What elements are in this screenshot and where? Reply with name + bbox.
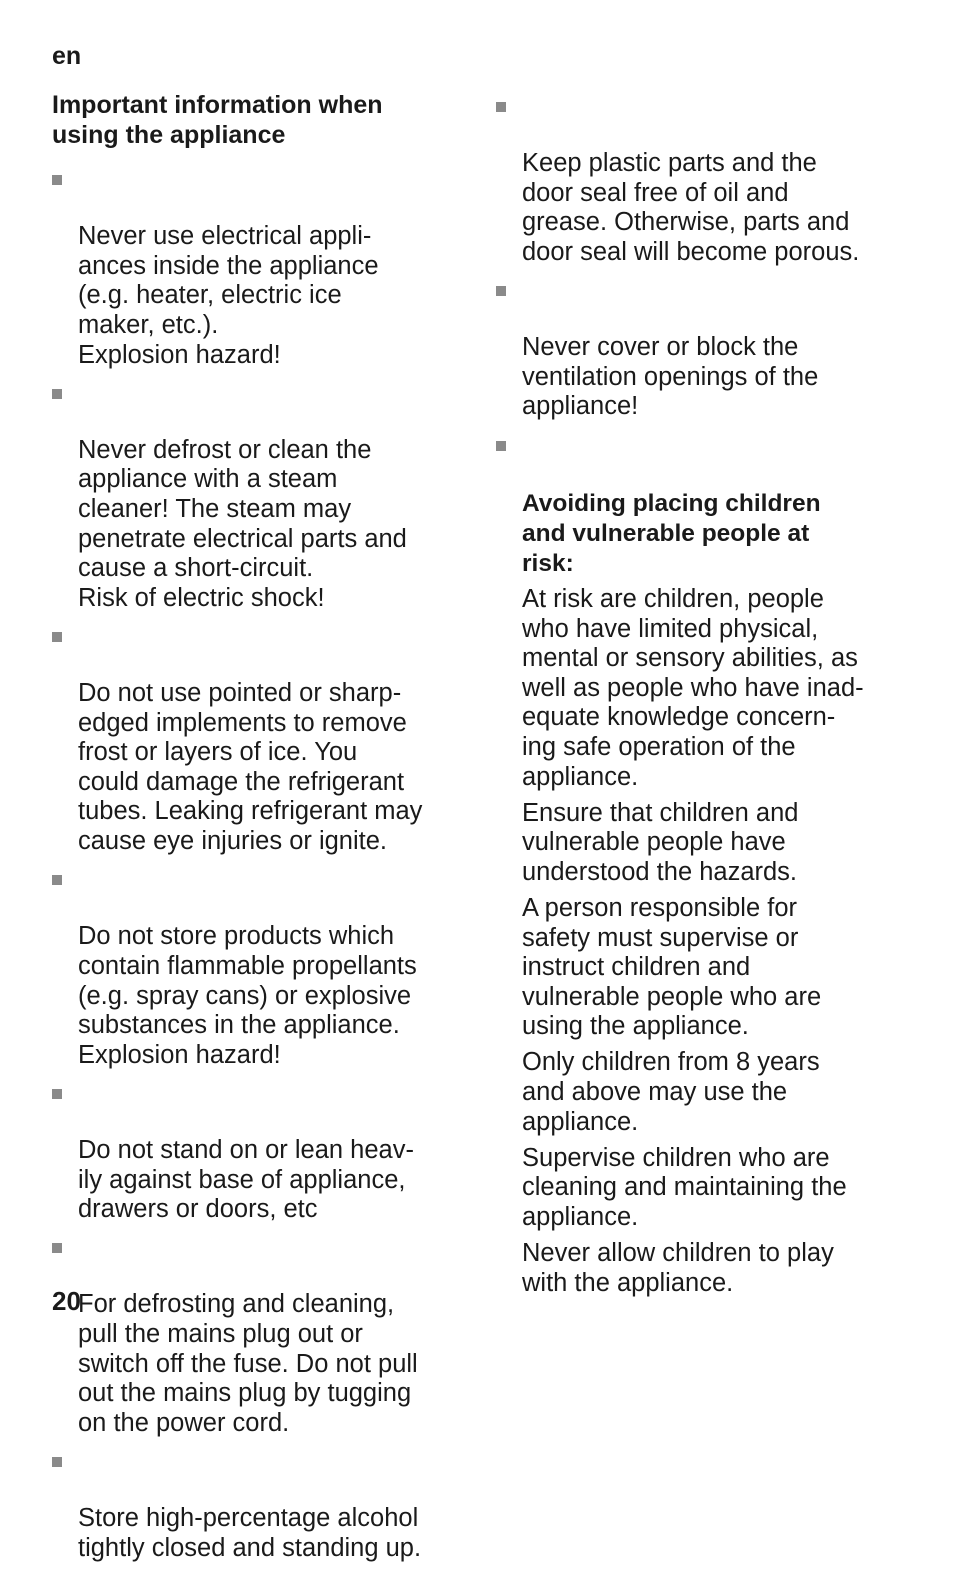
paragraph: At risk are children, people who have limited physical, mental or sensory abilities, as well as people who have inad- equate knowledge concern- ing safe operation of the appliance. bbox=[522, 585, 864, 791]
paragraph: Only children from 8 years and above may use the appliance. bbox=[522, 1048, 820, 1136]
bullet-square-icon bbox=[52, 875, 62, 885]
list-item bbox=[52, 1231, 462, 1438]
paragraph: A person responsible for safety must supervise or instruct children and vulnerable people who are using the appliance. bbox=[522, 893, 822, 1041]
right-column bbox=[496, 90, 908, 1305]
bullet-square-icon bbox=[496, 286, 506, 296]
list-item-heading-text: Avoiding placing children and vulnerable people at risk: bbox=[522, 489, 821, 577]
bullet-square-icon bbox=[52, 1089, 62, 1099]
language-label: en bbox=[52, 42, 82, 70]
list-item bbox=[52, 620, 462, 857]
left-column bbox=[52, 90, 462, 1570]
bullet-square-icon bbox=[496, 441, 506, 451]
list-item-text: Keep plastic parts and the door seal free of oil and grease. Otherwise, parts and door seal will become porous. bbox=[522, 149, 860, 266]
bullet-square-icon bbox=[52, 632, 62, 642]
list-item bbox=[496, 90, 908, 268]
list-item-text: Store high-percentage alcohol tightly closed and standing up. bbox=[78, 1504, 422, 1562]
bullet-square-icon bbox=[52, 175, 62, 185]
bullet-square-icon bbox=[52, 1243, 62, 1253]
paragraph: Ensure that children and vulnerable people have understood the hazards. bbox=[522, 798, 799, 886]
section-heading: Important information when using the appliance bbox=[52, 91, 383, 149]
list-item bbox=[52, 863, 462, 1070]
bullet-square-icon bbox=[52, 389, 62, 399]
bullet-square-icon bbox=[496, 102, 506, 112]
list-item-text: Never defrost or clean the appliance with a steam cleaner! The steam may penetrate electrical parts and cause a short-circuit. Risk of electric shock! bbox=[78, 435, 407, 612]
list-item-text: Do not stand on or lean heav- ily against base of appliance, drawers or doors, etc bbox=[78, 1136, 414, 1224]
list-item-text: For defrosting and cleaning, pull the mains plug out or switch off the fuse. Do not pull out the mains plug by tugging on the power cord. bbox=[78, 1290, 418, 1437]
list-item bbox=[52, 1077, 462, 1225]
page-number: 20 bbox=[52, 1286, 81, 1316]
list-item-text: Never cover or block the ventilation openings of the appliance! bbox=[522, 333, 819, 421]
paragraph: Never allow children to play with the appliance. bbox=[522, 1239, 834, 1297]
list-item bbox=[52, 1445, 462, 1563]
list-item-text: Do not store products which contain flammable propellants (e.g. spray cans) or explosive substances in the appliance. Explosion hazard! bbox=[78, 922, 417, 1069]
list-item-text: Never use electrical appli- ances inside the appliance (e.g. heater, electric ice maker, etc.). Explosion hazard! bbox=[78, 222, 379, 369]
list-item-text: Do not use pointed or sharp- edged implements to remove frost or layers of ice. You could damage the refrigerant tubes. Leaking refrigerant may cause eye injuries or ignite. bbox=[78, 679, 423, 856]
list-item-heading bbox=[496, 429, 908, 579]
list-item bbox=[52, 377, 462, 614]
bullet-square-icon bbox=[52, 1457, 62, 1467]
list-item bbox=[52, 163, 462, 370]
paragraph: Supervise children who are cleaning and maintaining the appliance. bbox=[522, 1143, 847, 1231]
list-item bbox=[496, 274, 908, 422]
